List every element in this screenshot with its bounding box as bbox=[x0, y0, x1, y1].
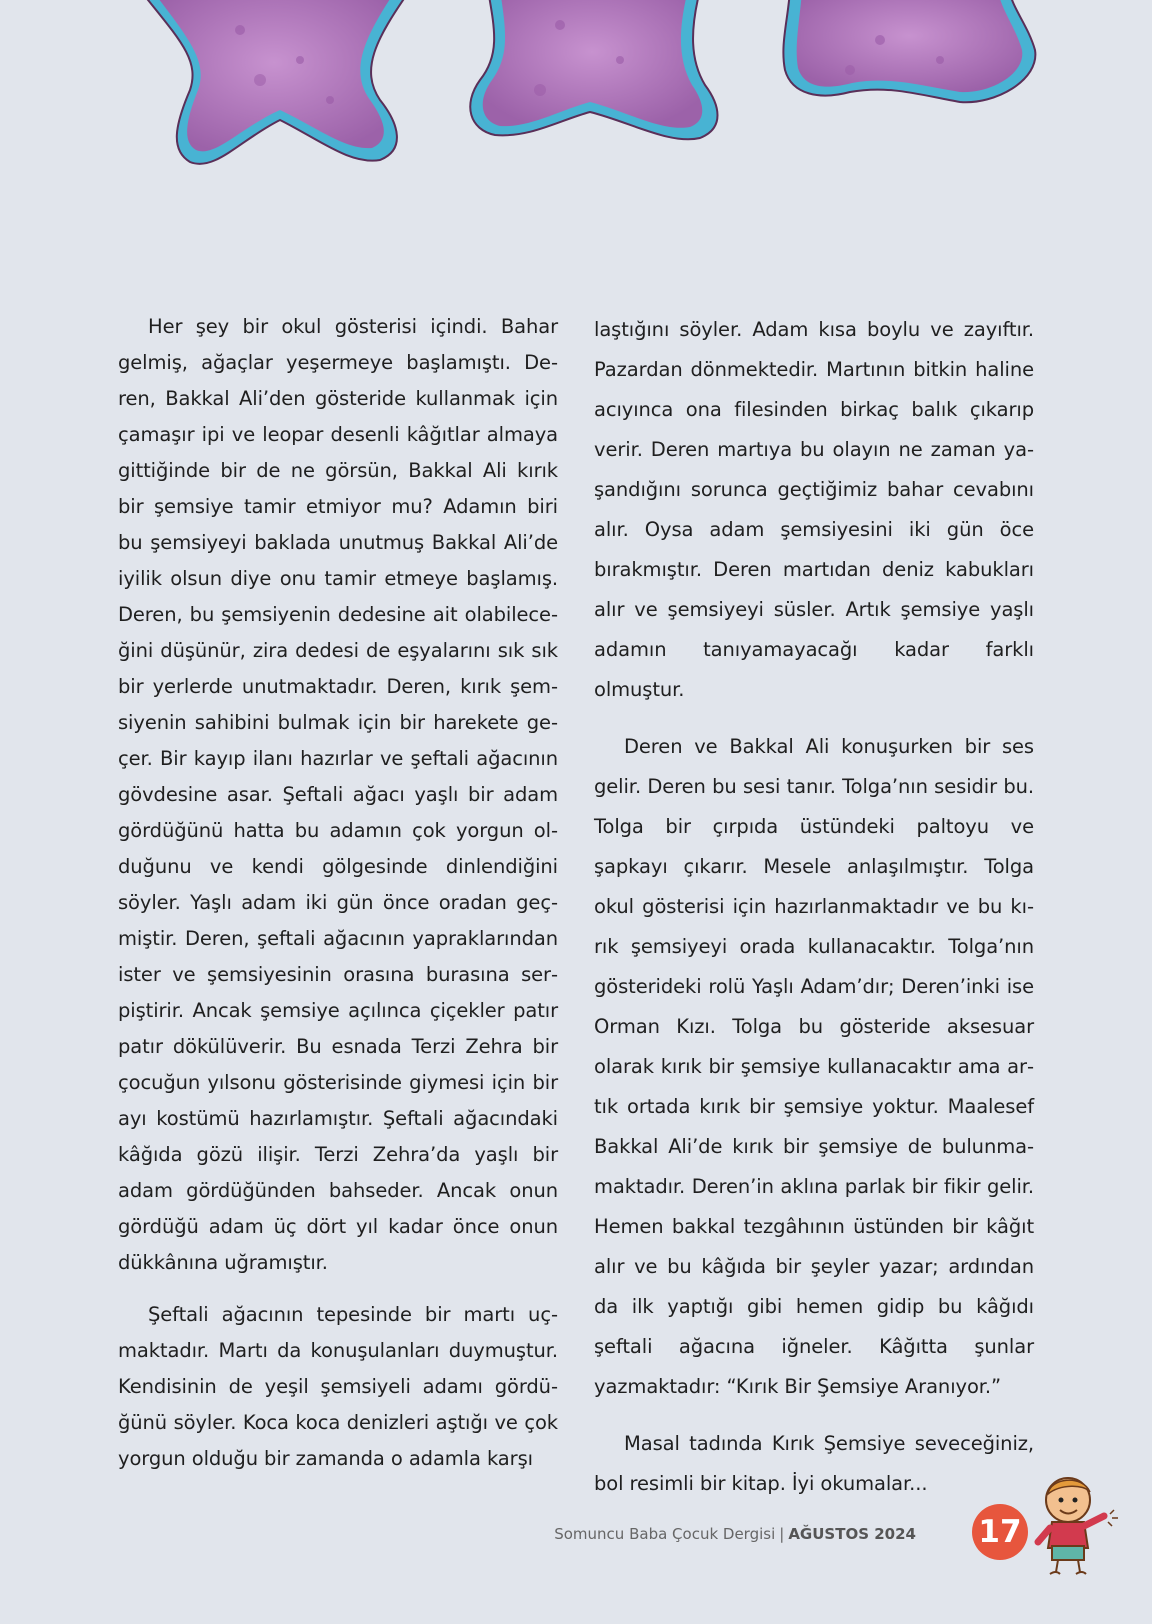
article-paragraph: Şeftali ağacının tepesinde bir martı uçmaktadır. Martı da konuşulanları duymuştur. Kendisinin de yeşil şemsiyeli adamı gördüğünü söyler. Koca koca denizleri aştığı ve çok yorgun olduğu bir zamanda o adamla karşı bbox=[118, 1303, 558, 1470]
kid-mascot-icon bbox=[1020, 1470, 1130, 1580]
article-paragraph: Deren ve Bakkal Ali konuşurken bir ses gelir. Deren bu sesi tanır. Tolga’nın sesidir bu. Tolga bir çırpıda üstündeki paltoyu ve şapkayı çıkarır. Mesele anlaşılmıştır. Tolga okul gösterisi için hazırlanmaktadır ve bu kırık şemsiyeyi orada kullanacaktır. Tolga’nın gösterideki rolü Yaşlı Adam’dır; Deren’inki ise Orman Kızı. Tolga bu gösteride aksesuar olarak kırık bir şemsiye kullanacaktır ama artık ortada kırık bir şemsiye yoktur. Maalesef Bakkal Ali’de kırık bir şemsiye de bulunmamaktadır. Deren’in aklına parlak bir fikir gelir. Hemen bakkal tezgâhının üstünden bir kâğıt alır ve bu kâğıda bir şeyler yazar; ardından da ilk yaptığı gibi hemen gidip bu kâğıdı şeftali ağacına iğneler. Kâğıtta şunlar yazmaktadır: “Kırık Bir Şemsiye Aranıyor.” bbox=[594, 735, 1034, 1398]
article-column-right bbox=[594, 310, 1034, 1504]
article-paragraph: Masal tadında Kırık Şemsiye seveceğiniz, bol resimli bir kitap. İyi okumalar... bbox=[594, 1432, 1034, 1495]
starfish-right bbox=[783, 0, 1035, 102]
issue-date: AĞUSTOS 2024 bbox=[788, 1525, 916, 1543]
starfish-illustration bbox=[0, 0, 1152, 200]
magazine-name: Somuncu Baba Çocuk Dergisi bbox=[554, 1525, 776, 1543]
starfish-left bbox=[140, 0, 410, 164]
starfish-middle bbox=[470, 0, 717, 139]
page-number-badge: 17 bbox=[972, 1504, 1028, 1560]
article-column-left bbox=[118, 309, 558, 1477]
article-paragraph: Her şey bir okul gösterisi içindi. Bahar gelmiş, ağaçlar yeşermeye başlamıştı. Deren, Bakkal Ali’den gösteride kullanmak için çamaşır ipi ve leopar desenli kâğıtlar almaya gittiğinde bir de ne görsün, Bakkal Ali kırık bir şemsiye tamir etmiyor mu? Adamın biri bu şemsiyeyi baklada unutmuş Bakkal Ali’de iyilik olsun diye onu tamir etmeye başlamış. Deren, bu şemsiyenin dedesine ait olabileceğini düşünür, zira dedesi de eşyalarını sık sık bir yerlerde unutmaktadır. Deren, kırık şemsiyenin sahibini bulmak için bir harekete geçer. Bir kayıp ilanı hazırlar ve şeftali ağacının gövdesine asar. Şeftali ağacı yaşlı bir adam gördüğünü hatta bu adamın çok yorgun olduğunu ve kendi gölgesinde dinlendiğini söyler. Yaşlı adam iki gün önce oradan geçmiştir. Deren, şeftali ağacının yapraklarından ister ve şemsiyesinin orasına burasına serpiştirir. Ancak şemsiye açılınca çiçekler patır patır dökülüverir. Bu esnada Terzi Zehra bir çocuğun yılsonu gösterisinde giymesi için bir ayı kostümü hazırlamıştır. Şeftali ağacındaki kâğıda gözü ilişir. Terzi Zehra’da yaşlı bir adam gördüğünden bahseder. Ancak onun gördüğü adam üç dört yıl kadar önce onun dükkânına uğramıştır. bbox=[118, 315, 558, 1274]
page-footer bbox=[554, 1524, 916, 1544]
article-paragraph: laştığını söyler. Adam kısa boylu ve zayıftır. Pazardan dönmektedir. Martının bitkin haline acıyınca ona filesinden birkaç balık çıkarıp verir. Deren martıya bu olayın ne zaman yaşandığını sorunca geçtiğimiz bahar cevabını alır. Oysa adam şemsiyesini iki gün öce bırakmıştır. Deren martıdan deniz kabukları alır ve şemsiyeyi süsler. Artık şemsiye yaşlı adamın tanıyamayacağı kadar farklı olmuştur. bbox=[594, 318, 1034, 701]
footer-separator: | bbox=[779, 1525, 785, 1543]
